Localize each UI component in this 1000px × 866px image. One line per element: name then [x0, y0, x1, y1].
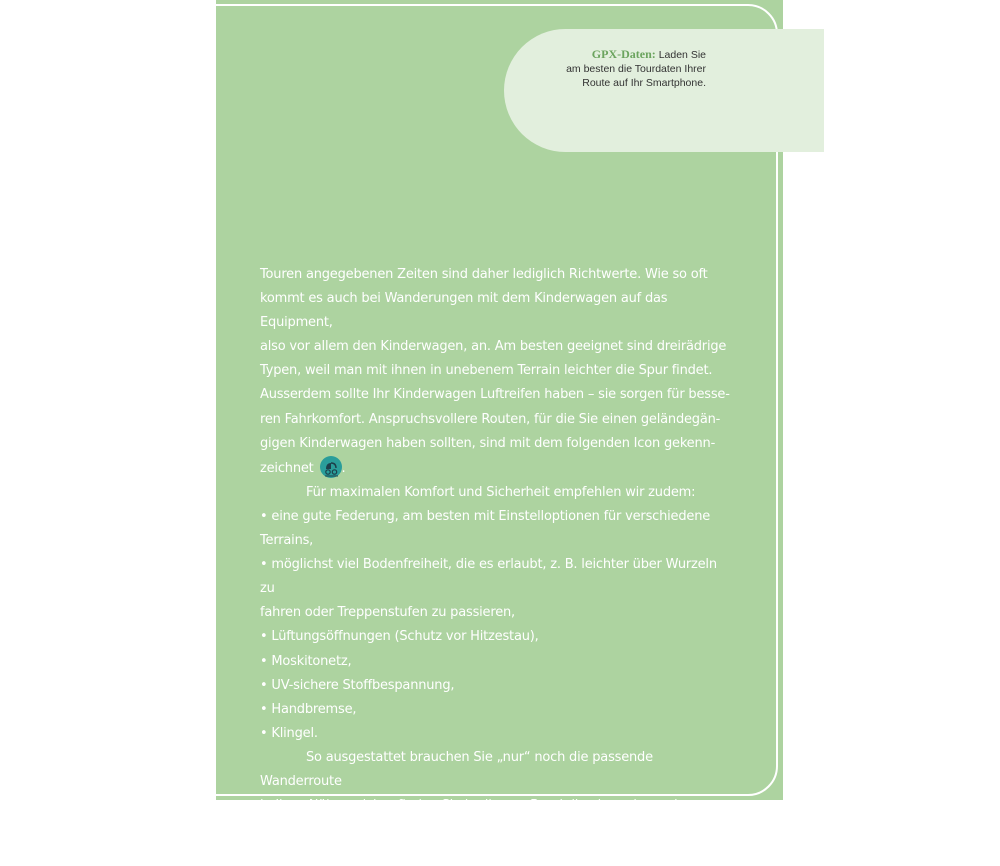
- intro-line-3: also vor allem den Kinderwagen, an. Am besten geeignet sind dreirädrige: [260, 339, 727, 355]
- intro-line-1: Touren angegebenen Zeiten sind daher lediglich Richtwerte. Wie so oft: [260, 267, 708, 282]
- equipment-list-item-line: • eine gute Federung, am besten mit Einstelloptionen für verschiedene: [260, 508, 711, 524]
- equipment-list-item-line: • Handbremse,: [260, 701, 357, 717]
- equipment-list-item: [260, 650, 730, 674]
- intro-line-8-end: .: [341, 460, 346, 476]
- gpx-tip-line-2: am besten die Tourdaten Ihrer: [566, 63, 706, 75]
- gpx-tip-line-1: Laden Sie: [658, 49, 706, 61]
- intro-line-4: Typen, weil man mit ihnen in unebenem Terrain leichter die Spur findet.: [260, 363, 713, 379]
- gpx-tip-text: [506, 47, 706, 90]
- equipment-list-item-line: • Klingel.: [260, 725, 318, 741]
- offroad-stroller-icon: [320, 456, 342, 478]
- equipment-list-item-line: • Lüftungsöffnungen (Schutz vor Hitzestau),: [260, 629, 539, 645]
- intro-line-7: gigen Kinderwagen haben sollten, sind mit dem folgenden Icon gekenn-: [260, 435, 716, 451]
- closing-line-2: in Ihrer Nähe – sicher finden Sie in diesem Band die eine oder andere Route: [260, 798, 698, 838]
- closing-line-1: So ausgestattet brauchen Sie „nur“ noch die passende Wanderroute: [260, 749, 653, 789]
- recommendation-lead: Für maximalen Komfort und Sicherheit empfehlen wir zudem:: [306, 484, 696, 500]
- intro-line-8: zeichnet: [260, 460, 314, 476]
- equipment-list-item-line: Terrains,: [260, 533, 314, 549]
- closing-paragraph: [260, 746, 730, 866]
- equipment-list-item: [260, 553, 730, 625]
- intro-paragraph: [260, 263, 730, 481]
- gpx-tip-line-3: Route auf Ihr Smartphone.: [582, 77, 706, 89]
- equipment-list-item: [260, 505, 730, 553]
- equipment-list-item-line: • möglichst viel Bodenfreiheit, die es erlaubt, z. B. leichter über Wurzeln zu: [260, 557, 717, 597]
- equipment-list-item: [260, 674, 730, 698]
- gpx-tip-label: GPX-Daten:: [591, 47, 656, 61]
- equipment-list-item: [260, 625, 730, 649]
- equipment-list-item-line: • UV-sichere Stoffbespannung,: [260, 677, 455, 693]
- body-text: [260, 263, 730, 866]
- equipment-list-item: [260, 722, 730, 746]
- equipment-list-item-line: fahren oder Treppenstufen zu passieren,: [260, 605, 515, 621]
- gpx-tip-box: [504, 29, 824, 152]
- intro-line-6: ren Fahrkomfort. Anspruchsvollere Routen, für die Sie einen geländegän-: [260, 411, 721, 427]
- intro-line-2: kommt es auch bei Wanderungen mit dem Kinderwagen auf das Equipment,: [260, 291, 668, 331]
- closing-line-3: in Ihrer Heimat-, Ausflugs- oder Ferienregion. Uf gaht’s!: [260, 846, 611, 862]
- equipment-list-item-line: • Moskitonetz,: [260, 653, 352, 669]
- intro-line-5: Ausserdem sollte Ihr Kinderwagen Luftreifen haben – sie sorgen für besse-: [260, 387, 730, 403]
- equipment-list: [260, 505, 730, 746]
- equipment-list-item: [260, 698, 730, 722]
- book-page: [216, 0, 783, 862]
